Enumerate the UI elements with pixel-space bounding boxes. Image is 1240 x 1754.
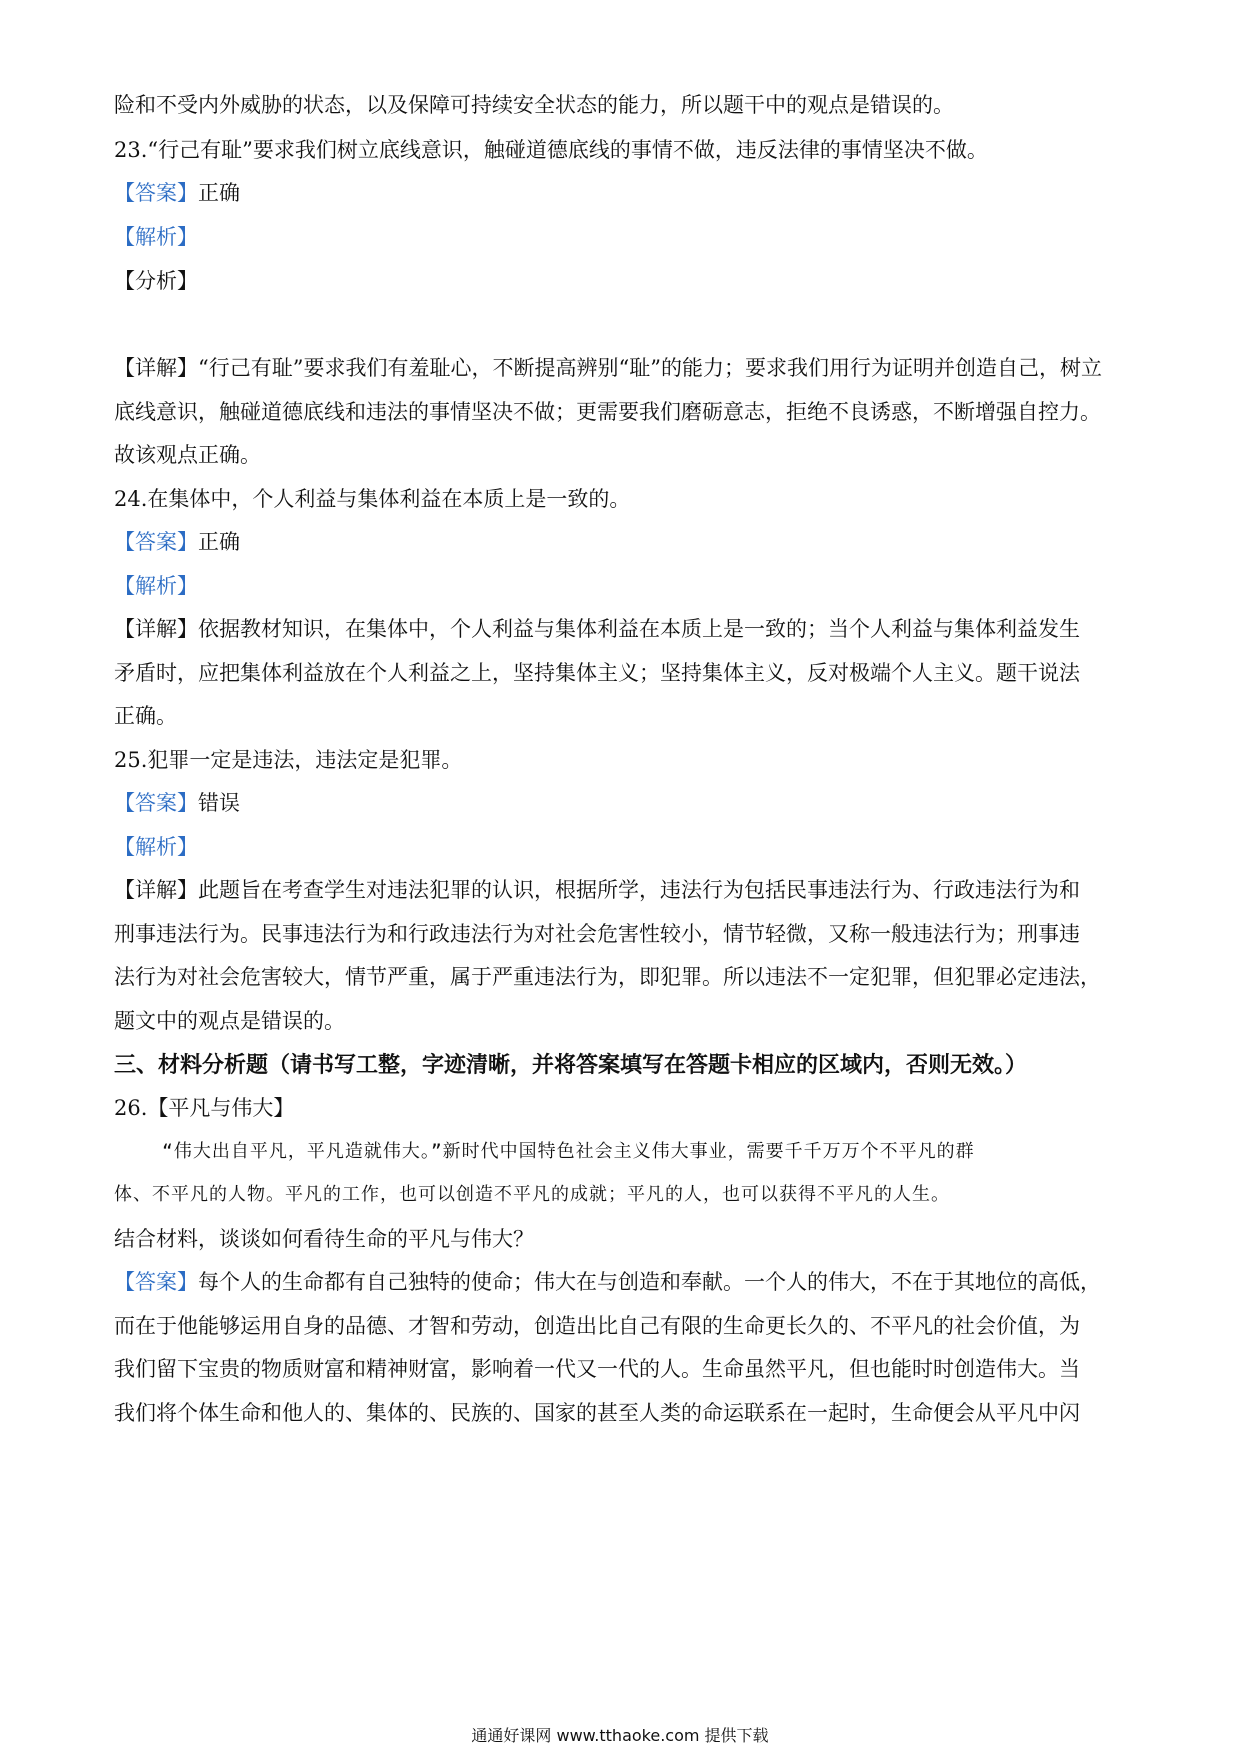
- answer-text-line: 我们将个体生命和他人的、集体的、民族的、国家的甚至人类的命运联系在一起时，生命便会从平凡中闪: [114, 1401, 1080, 1425]
- answer-text-line: 而在于他能够运用自身的品德、才智和劳动，创造出比自己有限的生命更长久的、不平凡的社会价值，为: [114, 1314, 1080, 1338]
- detail-line: 故该观点正确。: [114, 443, 261, 467]
- material-line: 体、不平凡的人物。平凡的工作，也可以创造不平凡的成就；平凡的人，也可以获得不平凡的人生。: [114, 1184, 950, 1205]
- detail-label: 【详解】: [114, 617, 198, 641]
- answer-line-25: [114, 788, 1134, 818]
- analysis-label: 【解析】: [114, 574, 198, 598]
- detail-text: 此题旨在考查学生对违法犯罪的认识，根据所学，违法行为包括民事违法行为、行政违法行为和: [198, 878, 1080, 902]
- analysis-label: 【解析】: [114, 835, 198, 859]
- detail-line: 题文中的观点是错误的。: [114, 1009, 345, 1033]
- detail-label: 【详解】: [114, 356, 198, 380]
- detail-line: [114, 614, 1134, 644]
- question-26: 26.【平凡与伟大】: [114, 1096, 295, 1120]
- question-25: 25.犯罪一定是违法，违法定是犯罪。: [114, 748, 463, 772]
- detail-line: 法行为对社会危害较大，情节严重，属于严重违法行为，即犯罪。所以违法不一定犯罪，但犯罪必定违法，: [114, 965, 1101, 989]
- detail-line: 正确。: [114, 704, 177, 728]
- detail-line: [114, 875, 1134, 905]
- answer-value: 错误: [198, 791, 240, 815]
- detail-text: 依据教材知识，在集体中，个人利益与集体利益在本质上是一致的；当个人利益与集体利益发生: [198, 617, 1080, 641]
- detail-text: “行己有耻”要求我们有羞耻心，不断提高辨别“耻”的能力；要求我们用行为证明并创造自己，树立: [198, 356, 1102, 380]
- answer-text: 每个人的生命都有自己独特的使命；伟大在与创造和奉献。一个人的伟大，不在于其地位的高低，: [198, 1270, 1101, 1294]
- answer-label: 【答案】: [114, 791, 198, 815]
- detail-line: 刑事违法行为。民事违法行为和行政违法行为对社会危害性较小，情节轻微，又称一般违法行为；刑事违: [114, 922, 1080, 946]
- detail-label: 【详解】: [114, 878, 198, 902]
- detail-line: [114, 353, 1134, 383]
- detail-line: 矛盾时，应把集体利益放在个人利益之上，坚持集体主义；坚持集体主义，反对极端个人主义。题干说法: [114, 661, 1080, 685]
- detail-line: 底线意识，触碰道德底线和违法的事情坚决不做；更需要我们磨砺意志，拒绝不良诱惑，不断增强自控力。: [114, 400, 1101, 424]
- answer-label: 【答案】: [114, 530, 198, 554]
- analysis-label: 【解析】: [114, 225, 198, 249]
- text-line: 险和不受内外威胁的状态，以及保障可持续安全状态的能力，所以题干中的观点是错误的。: [114, 93, 954, 117]
- answer-label: 【答案】: [114, 1270, 198, 1294]
- answer-line-26: [114, 1267, 1134, 1297]
- answer-value: 正确: [198, 530, 240, 554]
- material-line: “伟大出自平凡，平凡造就伟大。”新时代中国特色社会主义伟大事业，需要千千万万个不平凡的群: [162, 1141, 975, 1162]
- answer-line-23: [114, 178, 1134, 208]
- question-23: 23.“行己有耻”要求我们树立底线意识，触碰道德底线的事情不做，违反法律的事情坚决不做。: [114, 138, 988, 162]
- answer-label: 【答案】: [114, 181, 198, 205]
- question-prompt: 结合材料，谈谈如何看待生命的平凡与伟大？: [114, 1227, 534, 1251]
- page-footer: 通通好课网 www.tthaoke.com 提供下载: [471, 1726, 769, 1745]
- question-24: 24.在集体中，个人利益与集体利益在本质上是一致的。: [114, 487, 631, 511]
- answer-line-24: [114, 527, 1134, 557]
- answer-text-line: 我们留下宝贵的物质财富和精神财富，影响着一代又一代的人。生命虽然平凡，但也能时时创造伟大。当: [114, 1357, 1080, 1381]
- fenxi-label: 【分析】: [114, 269, 198, 293]
- section-heading: 三、材料分析题（请书写工整，字迹清晰，并将答案填写在答题卡相应的区域内，否则无效。）: [114, 1052, 1028, 1078]
- answer-value: 正确: [198, 181, 240, 205]
